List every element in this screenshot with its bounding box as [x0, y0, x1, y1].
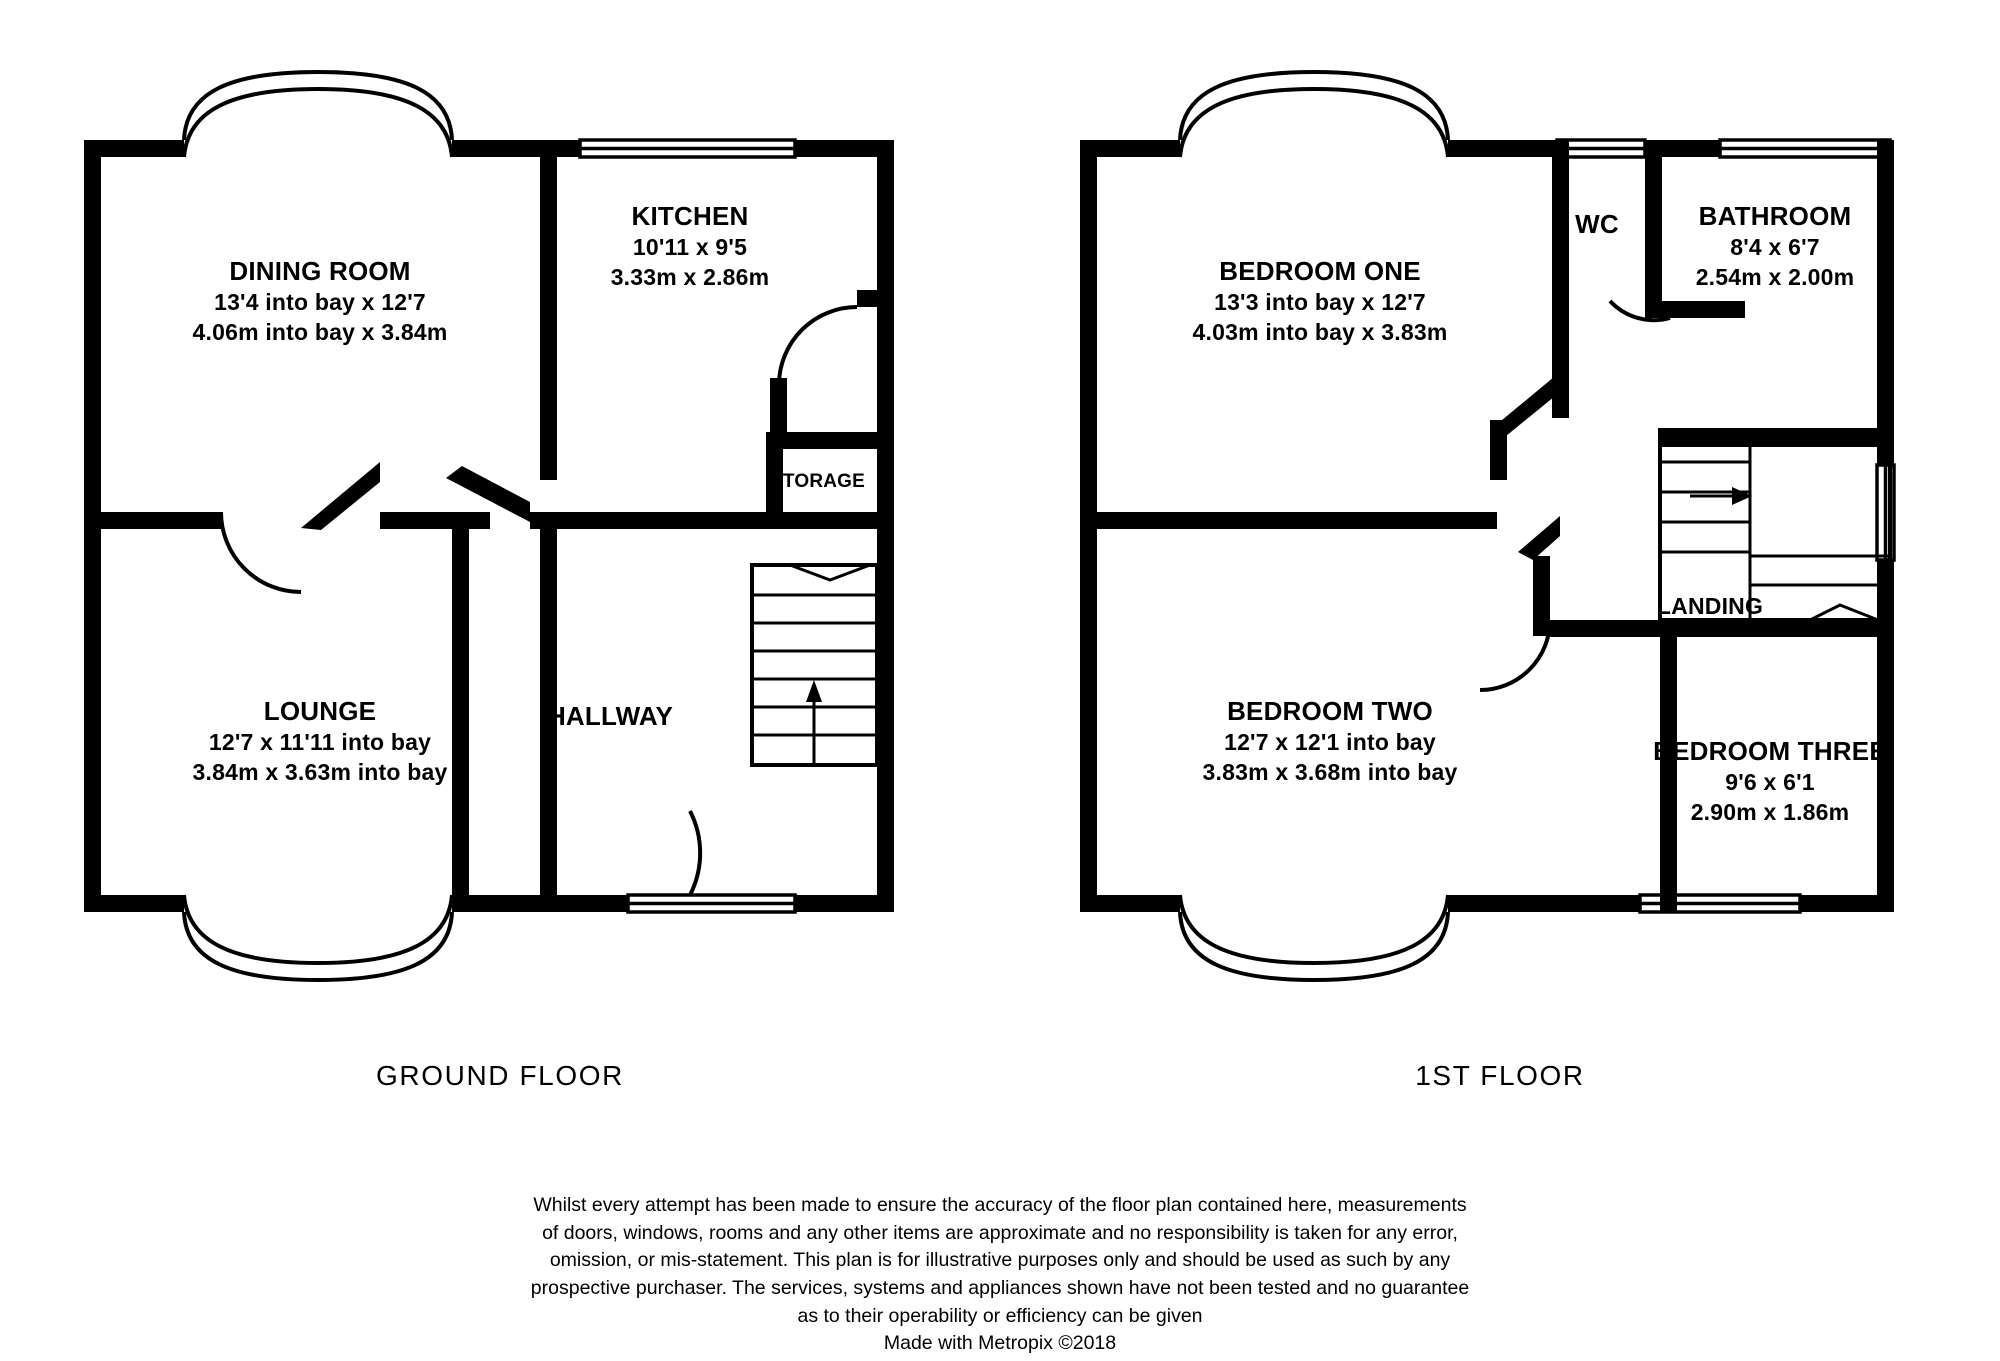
front-door [628, 811, 795, 912]
bedroom-two-bay-window [1180, 895, 1448, 980]
dining-bay-window [184, 72, 452, 157]
floor-title-ground: GROUND FLOOR [376, 1060, 624, 1091]
disclaimer-text [0, 1192, 2000, 1358]
room-label-lounge: LOUNGE 12'7 x 11'11 into bay 3.84m x 3.63m into bay [192, 696, 448, 785]
kitchen-door [770, 307, 857, 448]
room-label-hallway: HALLWAY [546, 701, 674, 731]
lounge-bay-window [184, 895, 452, 980]
disclaimer-line-3: omission, or mis-statement. This plan is for illustrative purposes only and should be used as such by any [549, 1249, 1451, 1272]
room-label-wc: WC [1575, 209, 1619, 239]
floor-title-first: 1ST FLOOR [1415, 1060, 1585, 1091]
dining-lounge-door [221, 512, 301, 592]
room-label-storage: STORAGE [770, 471, 866, 492]
room-label-bedroom-one: BEDROOM ONE 13'3 into bay x 12'7 4.03m into bay x 3.83m [1192, 256, 1448, 345]
disclaimer-line-2: of doors, windows, rooms and any other items are approximate and no responsibility is taken for any error, [542, 1221, 1458, 1244]
disclaimer-line-5: as to their operability or efficiency can be given [797, 1304, 1203, 1327]
first-floor-window-left [1557, 140, 1645, 157]
room-label-landing: LANDING [1656, 593, 1764, 619]
bathroom-window [1720, 140, 1890, 157]
ground-staircase [752, 565, 877, 765]
metropix-credit: Made with Metropix ©2018 [883, 1332, 1117, 1355]
room-label-kitchen: KITCHEN 10'11 x 9'5 3.33m x 2.86m [610, 201, 770, 290]
room-label-bedroom-three: BEDROOM THREE 9'6 x 6'1 2.90m x 1.86m [1653, 736, 1887, 825]
disclaimer-line-4: prospective purchaser. The services, systems and appliances shown have not been tested and no guarantee [530, 1277, 1470, 1300]
kitchen-window [580, 140, 795, 157]
room-label-bathroom: BATHROOM 8'4 x 6'7 2.54m x 2.00m [1695, 201, 1855, 290]
disclaimer-line-1: Whilst every attempt has been made to ensure the accuracy of the floor plan contained here, measurements [533, 1194, 1467, 1216]
room-label-dining-room: DINING ROOM 13'4 into bay x 12'7 4.06m into bay x 3.84m [192, 256, 448, 345]
room-label-bedroom-two: BEDROOM TWO 12'7 x 12'1 into bay 3.83m x 3.68m into bay [1202, 696, 1458, 785]
bedroom-one-bay-window [1180, 72, 1448, 157]
